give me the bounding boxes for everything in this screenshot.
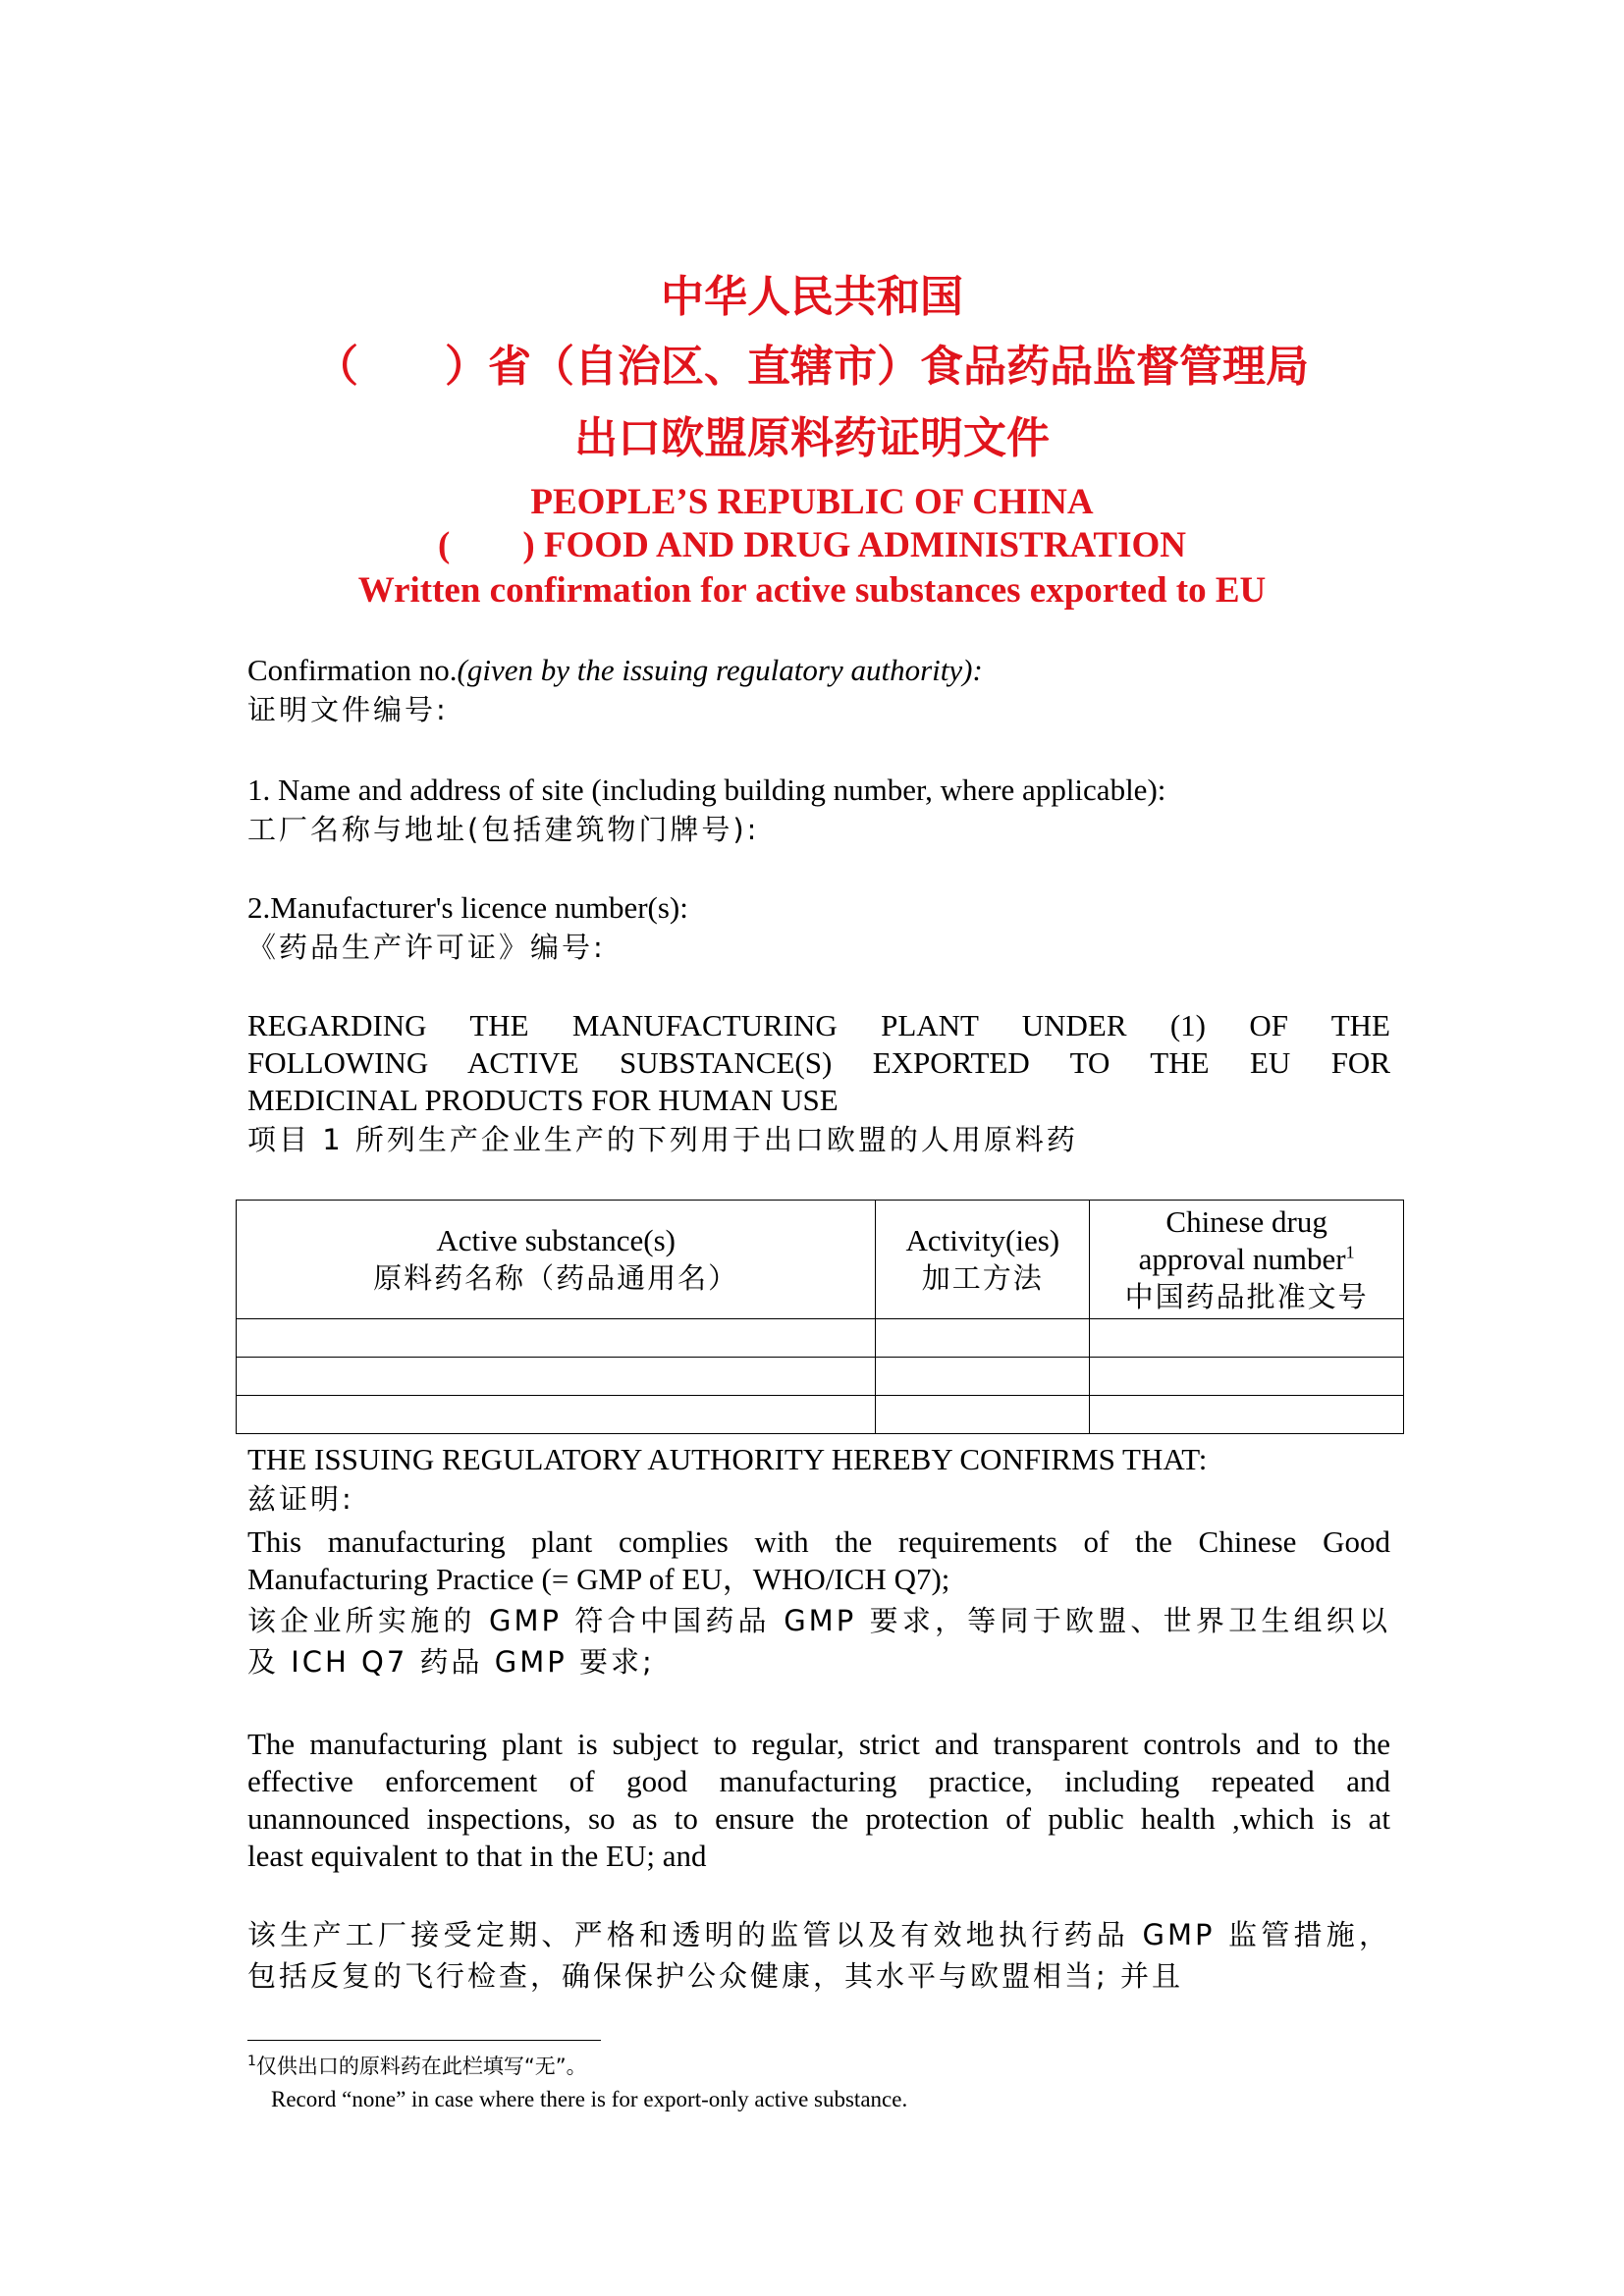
regarding-line-2: FOLLOWING ACTIVE SUBSTANCE(S) EXPORTED TO THE EU FOR xyxy=(247,1045,1390,1080)
controls-zh-line-2: 包括反复的飞行检查，确保保护公众健康，其水平与欧盟相当; 并且 xyxy=(247,1959,1183,1993)
gmp-compliance-paragraph xyxy=(247,1523,1390,1682)
table-cell[interactable] xyxy=(1090,1358,1404,1396)
header-active-substance-en: Active substance(s) xyxy=(436,1223,676,1257)
licence-number-label: 2.Manufacturer's licence number(s): xyxy=(247,890,688,925)
controls-paragraph xyxy=(247,1726,1390,1875)
controls-line-4: least equivalent to that in the EU; and xyxy=(247,1839,707,1873)
controls-line-1: The manufacturing plant is subject to regular, strict and transparent controls and to the xyxy=(247,1727,1390,1761)
confirmation-italic: (given by the issuing regulatory authority xyxy=(457,653,963,687)
table-cell[interactable] xyxy=(1090,1396,1404,1434)
footnote-en: Record “none” in case where there is for export-only active substance. xyxy=(271,2087,908,2111)
header-active-substance-zh: 原料药名称（药品通用名） xyxy=(373,1261,739,1295)
regarding-line-1: REGARDING THE MANUFACTURING PLANT UNDER (1) OF THE xyxy=(247,1008,1390,1042)
footnote-zh xyxy=(247,2052,587,2081)
title-en-document: Written confirmation for active substances exported to EU xyxy=(357,570,1267,611)
header-activity xyxy=(876,1201,1090,1319)
regarding-zh: 项目 1 所列生产企业生产的下列用于出口欧盟的人用原料药 xyxy=(247,1123,1078,1156)
footnote-marker: 1 xyxy=(247,2054,256,2069)
header-active-substance xyxy=(237,1201,876,1319)
table-cell[interactable] xyxy=(237,1358,876,1396)
gmp-line-1: This manufacturing plant complies with the requirements of the Chinese Good xyxy=(247,1524,1390,1559)
confirms-section xyxy=(247,1441,1390,1520)
title-zh-country: 中华人民共和国 xyxy=(661,272,963,322)
licence-number-section xyxy=(247,889,1390,968)
header-approval-number xyxy=(1090,1201,1404,1319)
table-row xyxy=(237,1396,1404,1434)
table-header-row xyxy=(237,1201,1404,1319)
licence-number-label-zh: 《药品生产许可证》编号: xyxy=(247,931,606,964)
header-approval-number-en-1: Chinese drug xyxy=(1165,1204,1327,1239)
table-cell[interactable] xyxy=(876,1358,1090,1396)
title-zh-authority: （ ）省（自治区、直辖市）食品药品监督管理局 xyxy=(315,342,1309,392)
header-activity-zh: 加工方法 xyxy=(921,1261,1044,1295)
controls-zh-line-1: 该生产工厂接受定期、严格和透明的监管以及有效地执行药品 GMP 监管措施， xyxy=(247,1918,1390,1951)
confirmation-number-label-zh: 证明文件编号: xyxy=(247,693,449,726)
controls-line-2: effective enforcement of good manufacturing practice, including repeated and xyxy=(247,1764,1390,1798)
site-name-section xyxy=(247,772,1390,850)
footnote-ref: 1 xyxy=(1345,1242,1355,1262)
gmp-line-2: Manufacturing Practice (= GMP of EU，WHO/ICH Q7); xyxy=(247,1562,950,1596)
table-cell[interactable] xyxy=(1090,1319,1404,1358)
title-en-authority: ( ) FOOD AND DRUG ADMINISTRATION xyxy=(438,525,1186,565)
gmp-zh-line-2: 及 ICH Q7 药品 GMP 要求; xyxy=(247,1645,655,1679)
header-approval-number-text: approval number xyxy=(1138,1242,1346,1276)
regarding-section xyxy=(247,1007,1390,1160)
confirmation-number-section xyxy=(247,652,1390,730)
table-row xyxy=(237,1358,1404,1396)
footnote-zh-text: 仅供出口的原料药在此栏填写“无”。 xyxy=(255,2055,587,2078)
header-approval-number-zh: 中国药品批准文号 xyxy=(1124,1280,1369,1313)
header-approval-number-en-2 xyxy=(1090,1241,1403,1278)
title-zh-document: 出口欧盟原料药证明文件 xyxy=(574,413,1050,463)
confirmation-prefix: Confirmation no. xyxy=(247,653,458,687)
confirms-heading-zh: 兹证明: xyxy=(247,1482,354,1516)
table-row xyxy=(237,1319,1404,1358)
site-name-label: 1. Name and address of site (including building number, where applicable): xyxy=(247,773,1166,807)
title-en-country: PEOPLE’S REPUBLIC OF CHINA xyxy=(530,482,1094,522)
header-activity-en: Activity(ies) xyxy=(905,1223,1060,1257)
footnote-divider xyxy=(247,2040,601,2041)
controls-line-3: unannounced inspections, so as to ensure the protection of public health ,which is at xyxy=(247,1801,1390,1836)
confirms-heading: THE ISSUING REGULATORY AUTHORITY HEREBY CONFIRMS THAT: xyxy=(247,1442,1208,1476)
regarding-line-3: MEDICINAL PRODUCTS FOR HUMAN USE xyxy=(247,1083,839,1117)
confirmation-suffix: ): xyxy=(962,653,983,687)
table-cell[interactable] xyxy=(237,1396,876,1434)
table-cell[interactable] xyxy=(876,1396,1090,1434)
confirmation-number-label xyxy=(247,652,1390,689)
table-cell[interactable] xyxy=(876,1319,1090,1358)
site-name-label-zh: 工厂名称与地址(包括建筑物门牌号): xyxy=(247,813,760,846)
controls-paragraph-zh xyxy=(247,1914,1390,1997)
gmp-zh-line-1: 该企业所实施的 GMP 符合中国药品 GMP 要求，等同于欧盟、世界卫生组织以 xyxy=(247,1604,1390,1637)
table-cell[interactable] xyxy=(237,1319,876,1358)
active-substance-table xyxy=(236,1200,1404,1434)
